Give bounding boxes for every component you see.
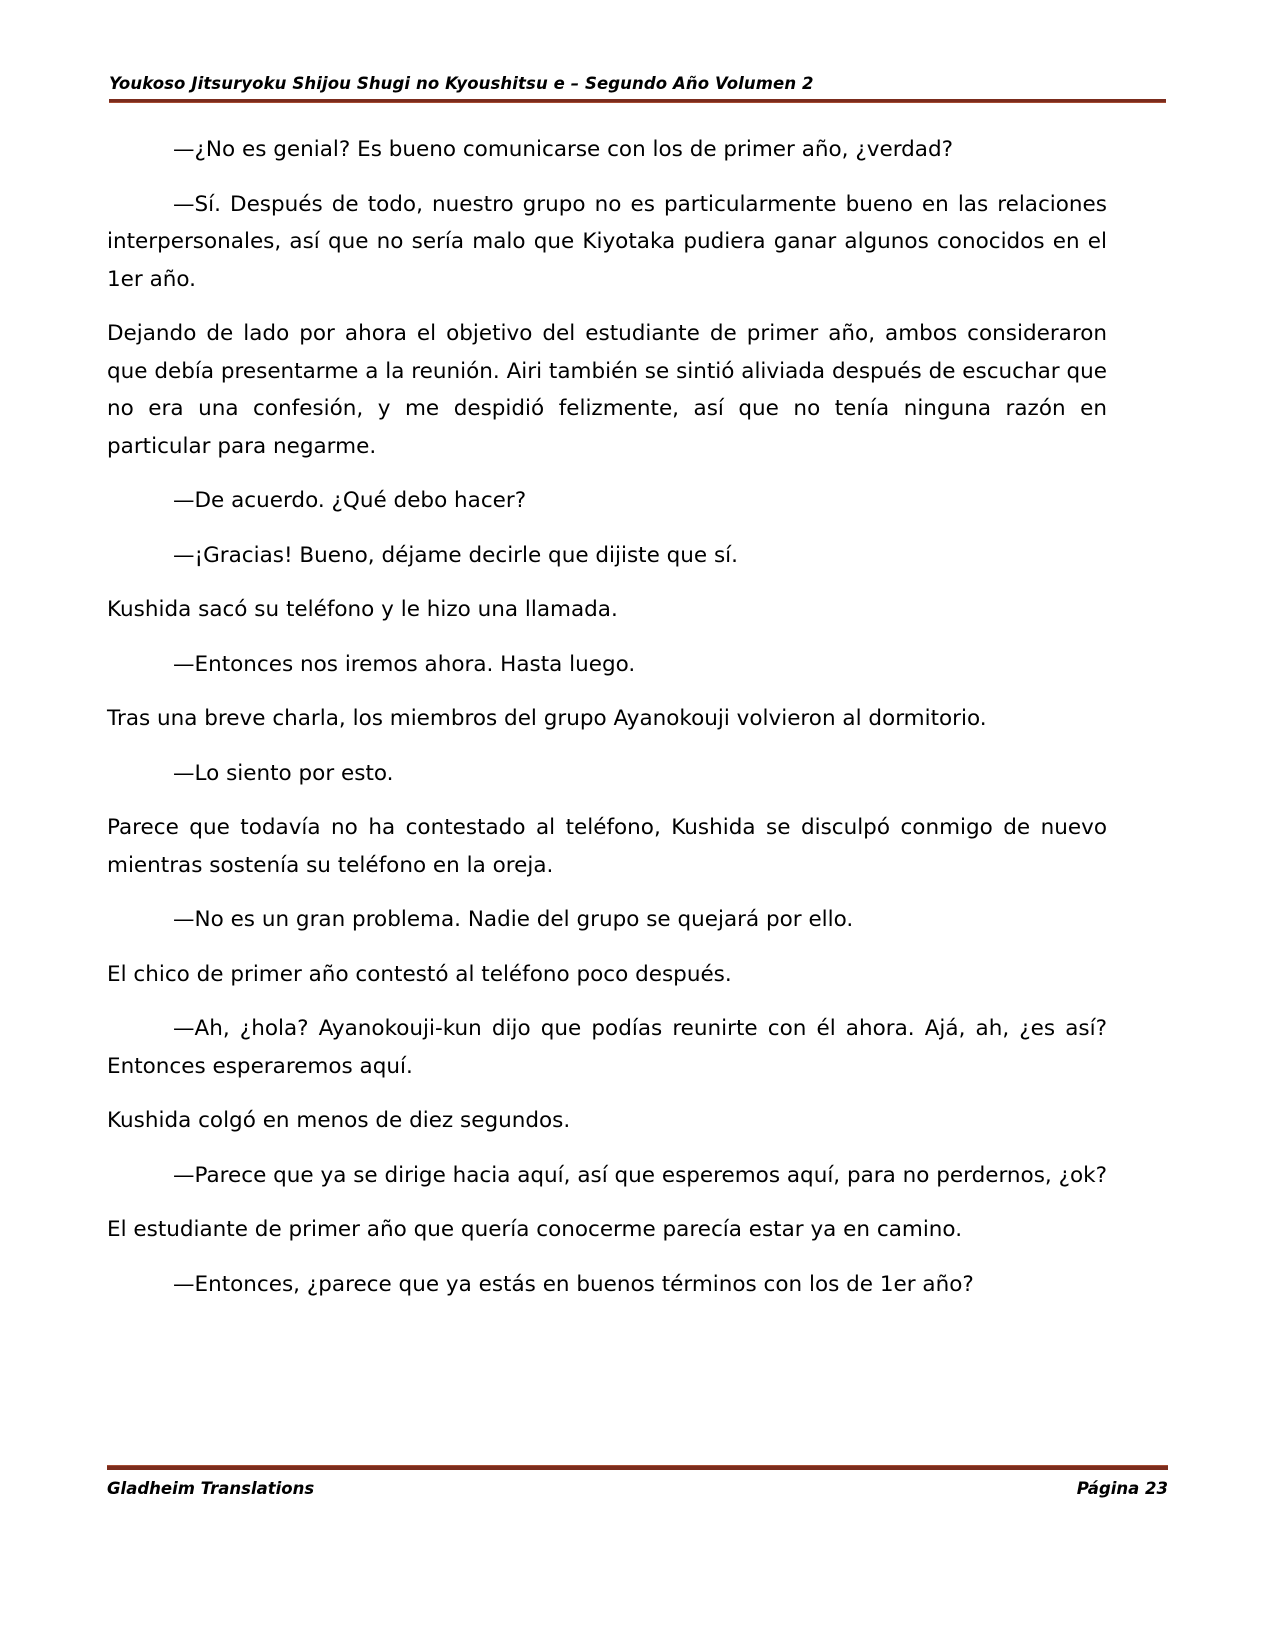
paragraph: —Parece que ya se dirige hacia aquí, así que esperemos aquí, para no perdernos, ¿ok? <box>173 1162 1108 1188</box>
paragraph: —¿No es genial? Es bueno comunicarse con los de primer año, ¿verdad? <box>173 137 954 162</box>
paragraph: —¡Gracias! Bueno, déjame decirle que dijiste que sí. <box>173 542 738 568</box>
paragraph: —Entonces nos iremos ahora. Hasta luego. <box>173 651 636 677</box>
paragraph: —De acuerdo. ¿Qué debo hacer? <box>173 488 527 513</box>
header-divider <box>109 99 1166 103</box>
footer-row <box>107 1479 1168 1498</box>
paragraph: —Sí. Después de todo, nuestro grupo no es particularmente bueno en las relaciones interpersonales, así que no sería malo que Kiyotaka pudiera ganar algunos conocidos en el 1er año. <box>107 191 1107 292</box>
paragraph: El estudiante de primer año que quería conocerme parecía estar ya en camino. <box>107 1217 963 1242</box>
paragraph: El chico de primer año contestó al teléfono poco después. <box>107 961 732 987</box>
paragraph: Kushida sacó su teléfono y le hizo una llamada. <box>107 597 618 622</box>
paragraph: —Lo siento por esto. <box>173 760 394 786</box>
paragraph: Kushida colgó en menos de diez segundos. <box>107 1108 571 1133</box>
footer-divider <box>107 1465 1168 1470</box>
page-number: Página 23 <box>1076 1479 1168 1498</box>
paragraph: Tras una breve charla, los miembros del grupo Ayanokouji volvieron al dormitorio. <box>107 706 987 731</box>
header-title: Youkoso Jitsuryoku Shijou Shugi no Kyoushitsu e – Segundo Año Volumen 2 <box>109 74 814 93</box>
paragraph: —Entonces, ¿parece que ya estás en buenos términos con los de 1er año? <box>173 1271 974 1297</box>
paragraph: —No es un gran problema. Nadie del grupo se quejará por ello. <box>173 907 854 932</box>
page-footer <box>107 1465 1168 1498</box>
footer-credit: Gladheim Translations <box>107 1479 315 1498</box>
paragraph: —Ah, ¿hola? Ayanokouji-kun dijo que podías reunirte con él ahora. Ajá, ah, ¿es así? Entonces esperaremos aquí. <box>107 1016 1107 1079</box>
paragraph: Parece que todavía no ha contestado al teléfono, Kushida se disculpó conmigo de nuevo mientras sostenía su teléfono en la oreja. <box>107 815 1107 878</box>
page-body <box>107 131 1107 1303</box>
page-header <box>109 74 1166 103</box>
paragraph: Dejando de lado por ahora el objetivo del estudiante de primer año, ambos consideraron que debía presentarme a la reunión. Airi también se sintió aliviada después de escuchar que no era una confesión, y me despidió felizmente, así que no tenía ninguna razón en particular para negarme. <box>107 321 1107 459</box>
